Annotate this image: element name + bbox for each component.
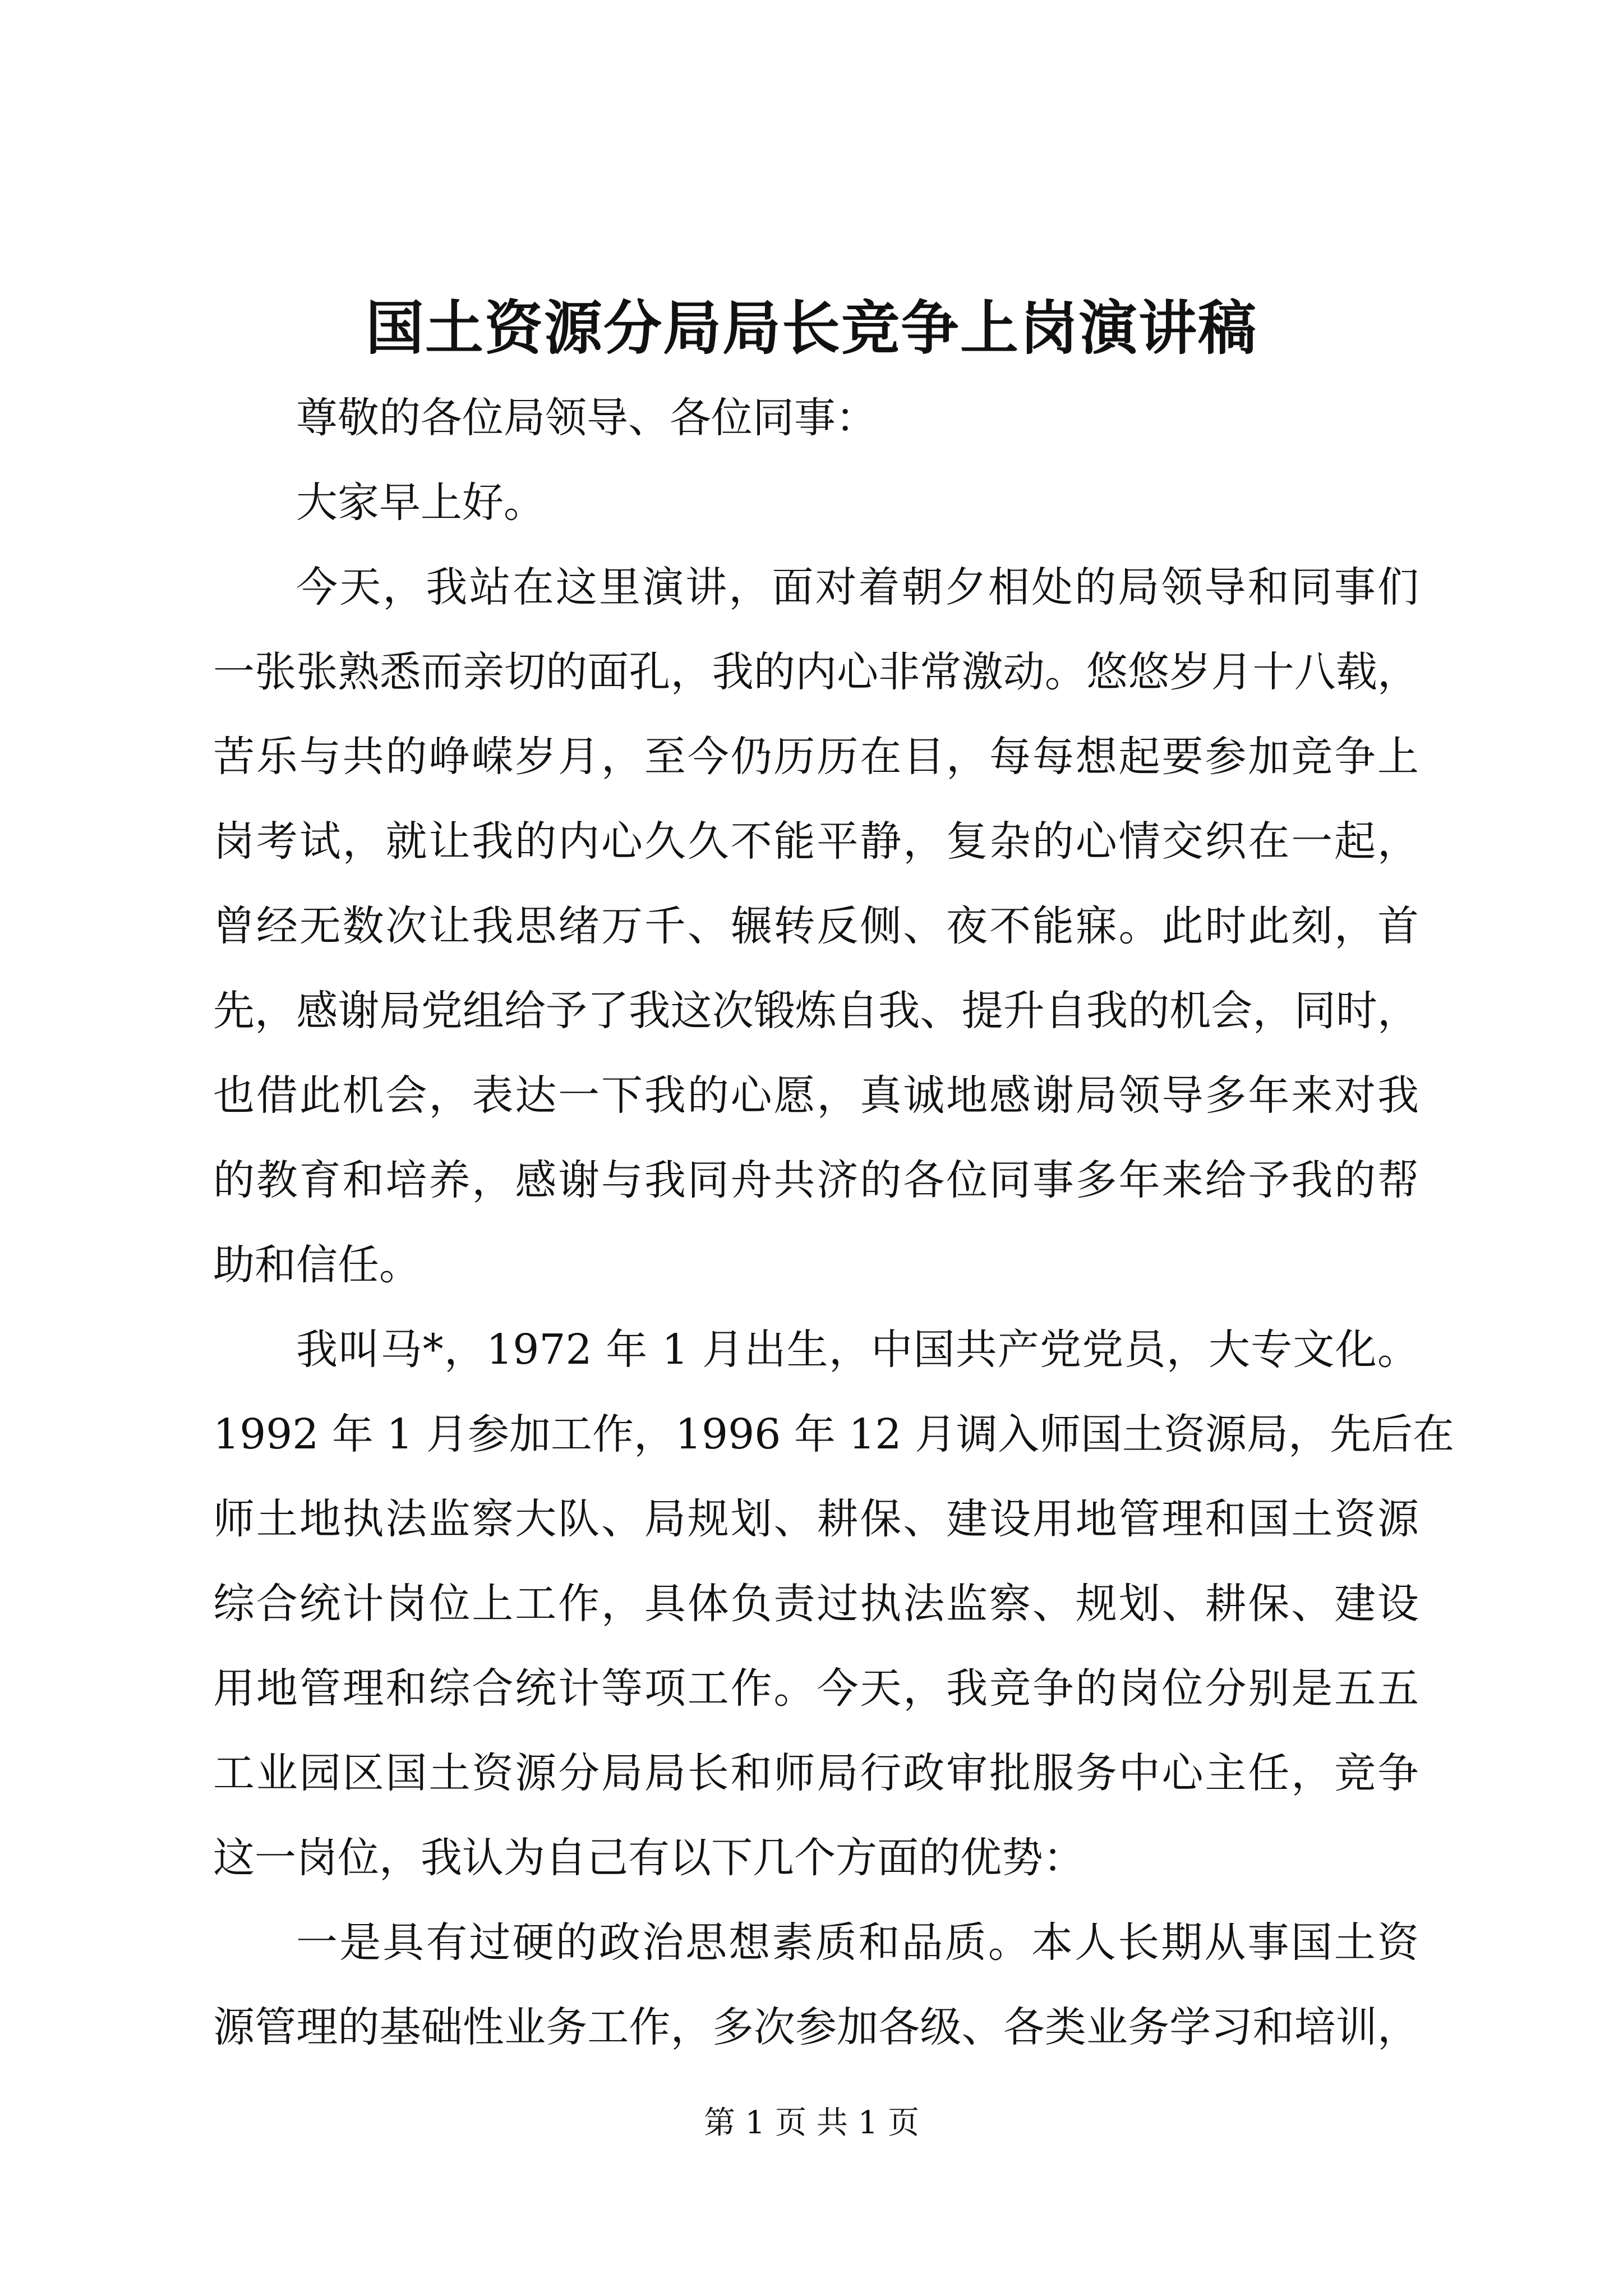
page-number-footer: 第 1 页 共 1 页 [703,2105,920,2141]
paragraph-line: 曾经无数次让我思绪万千、辗转反侧、夜不能寐。此时此刻，首 [213,902,1419,950]
paragraph-line: 用地管理和综合统计等项工作。今天，我竞争的岗位分别是五五 [213,1664,1419,1713]
paragraph-line: 的教育和培养，感谢与我同舟共济的各位同事多年来给予我的帮 [213,1156,1419,1204]
paragraph-line: 师土地执法监察大队、局规划、耕保、建设用地管理和国土资源 [213,1495,1419,1543]
paragraph-line: 源管理的基础性业务工作，多次参加各级、各类业务学习和培训， [213,2003,1419,2051]
paragraph-line: 我叫马*，1972 年 1 月出生，中国共产党党员，大专文化。 [296,1326,1419,1374]
greeting-line: 大家早上好。 [296,478,545,527]
paragraph-line: 一张张熟悉而亲切的面孔，我的内心非常激动。悠悠岁月十八载， [213,648,1419,696]
paragraph-line: 工业园区国土资源分局局长和师局行政审批服务中心主任，竞争 [213,1749,1419,1797]
paragraph-line: 一是具有过硬的政治思想素质和品质。本人长期从事国土资 [296,1918,1419,1967]
paragraph-line: 苦乐与共的峥嵘岁月，至今仍历历在目，每每想起要参加竞争上 [213,733,1419,781]
paragraph-line: 助和信任。 [213,1241,421,1289]
paragraph-line: 1992 年 1 月参加工作，1996 年 12 月调入师国土资源局，先后在 [213,1410,1455,1458]
paragraph-line: 这一岗位，我认为自己有以下几个方面的优势： [213,1834,1085,1882]
paragraph-line: 综合统计岗位上工作，具体负责过执法监察、规划、耕保、建设 [213,1580,1419,1628]
document-body [213,376,1455,2070]
paragraph-line: 岗考试，就让我的内心久久不能平静，复杂的心情交织在一起， [213,817,1419,866]
salutation-line: 尊敬的各位局领导、各位同事： [296,394,877,442]
paragraph-line: 今天，我站在这里演讲，面对着朝夕相处的局领导和同事们 [296,563,1419,611]
document-title: 国土资源分局局长竞争上岗演讲稿 [365,293,1257,362]
paragraph-line: 先，感谢局党组给予了我这次锻炼自我、提升自我的机会，同时， [213,987,1419,1035]
paragraph-line: 也借此机会，表达一下我的心愿，真诚地感谢局领导多年来对我 [213,1071,1419,1120]
